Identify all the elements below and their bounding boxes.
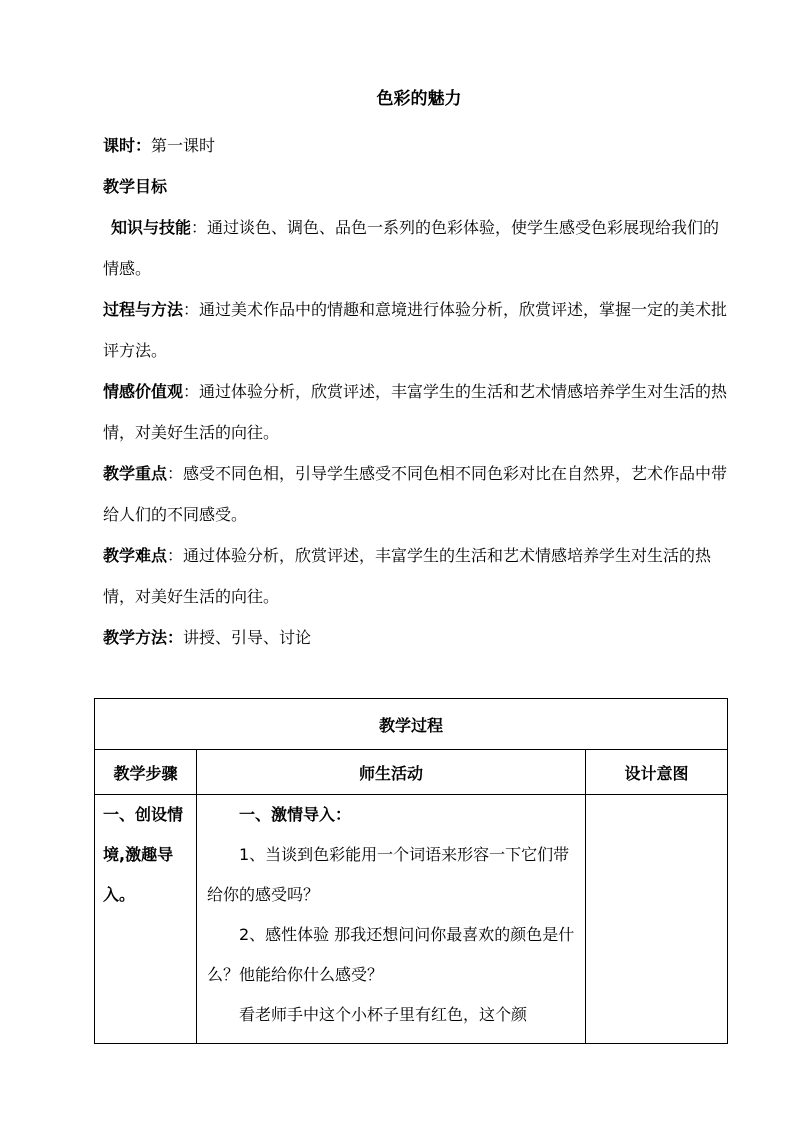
header-step: 教学步骤 bbox=[95, 750, 197, 795]
lesson-label: 课时： bbox=[103, 136, 152, 155]
table-title-row bbox=[95, 699, 728, 750]
lesson-line bbox=[103, 125, 735, 166]
header-intent: 设计意图 bbox=[586, 750, 728, 795]
method-paragraph bbox=[103, 617, 735, 658]
emotion-label: 情感价值观 bbox=[103, 382, 184, 401]
keypoint-paragraph bbox=[103, 453, 735, 535]
activity-line: 看老师手中这个小杯子里有红色，这个颜 bbox=[239, 1005, 528, 1024]
objectives-heading: 教学目标 bbox=[103, 177, 168, 196]
header-activity: 师生活动 bbox=[197, 750, 586, 795]
keypoint-text: ：感受不同色相，引导学生感受不同色相不同色彩对比在自然界，艺术作品中带给人们的不同感受。 bbox=[103, 464, 728, 524]
knowledge-paragraph bbox=[103, 207, 735, 289]
page-title: 色彩的魅力 bbox=[376, 89, 462, 109]
activity-heading: 一、激情导入： bbox=[239, 805, 352, 824]
method-label: 教学方法： bbox=[103, 628, 184, 647]
knowledge-label: 知识与技能 bbox=[111, 218, 192, 237]
difficulty-label: 教学难点 bbox=[103, 546, 168, 565]
activity-cell bbox=[197, 795, 586, 1044]
process-paragraph bbox=[103, 289, 735, 371]
emotion-paragraph bbox=[103, 371, 735, 453]
intent-cell bbox=[586, 795, 728, 1044]
knowledge-text: ：通过谈色、调色、品色一系列的色彩体验，使学生感受色彩展现给我们的情感。 bbox=[103, 218, 720, 278]
teaching-process-table bbox=[94, 698, 728, 1044]
activity-line: 2、感性体验 那我还想问问你最喜欢的颜色是什么？他能给你什么感受？ bbox=[207, 925, 575, 984]
keypoint-label: 教学重点 bbox=[103, 464, 168, 483]
emotion-text: ：通过体验分析，欣赏评述，丰富学生的生活和艺术情感培养学生对生活的热情，对美好生活的向往。 bbox=[103, 382, 728, 442]
process-text: ：通过美术作品中的情趣和意境进行体验分析，欣赏评述，掌握一定的美术批评方法。 bbox=[103, 300, 728, 360]
difficulty-paragraph bbox=[103, 535, 735, 617]
difficulty-text: ：通过体验分析，欣赏评述，丰富学生的生活和艺术情感培养学生对生活的热情，对美好生活的向往。 bbox=[103, 546, 712, 606]
document-body bbox=[103, 78, 735, 658]
table-row bbox=[95, 795, 728, 1044]
process-label: 过程与方法 bbox=[103, 300, 184, 319]
step-cell: 一、创设情境,激趣导入。 bbox=[95, 795, 197, 1044]
lesson-value: 第一课时 bbox=[151, 136, 216, 155]
table-header-row bbox=[95, 750, 728, 795]
activity-line: 1、当谈到色彩能用一个词语来形容一下它们带给你的感受吗？ bbox=[207, 845, 570, 904]
table-title: 教学过程 bbox=[95, 699, 728, 750]
method-text: 讲授、引导、讨论 bbox=[183, 628, 312, 647]
